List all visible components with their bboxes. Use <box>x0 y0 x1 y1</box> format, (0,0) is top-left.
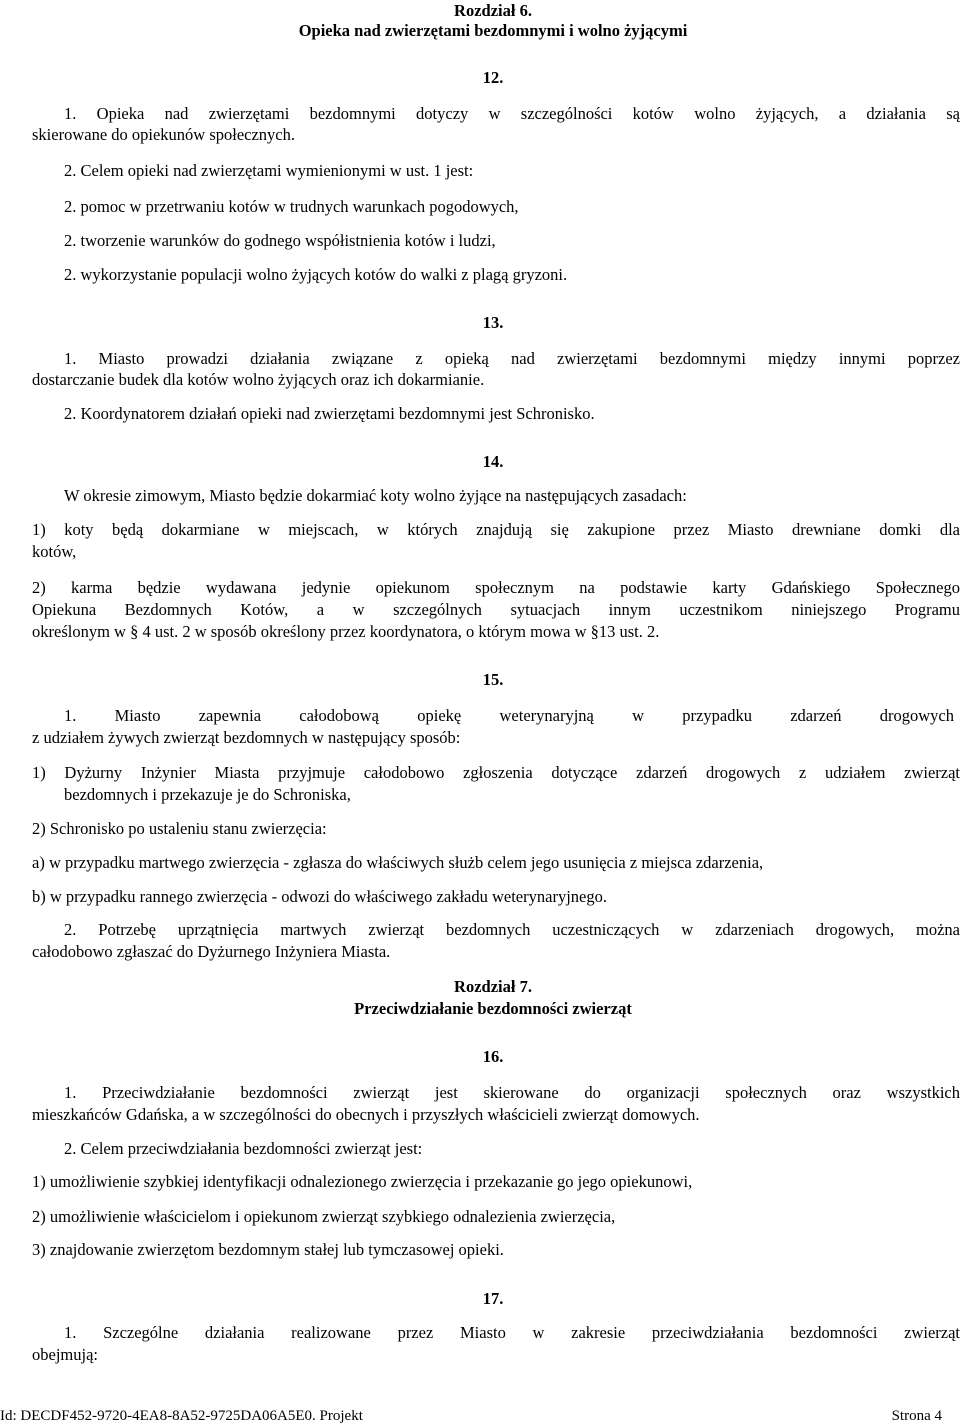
document-id: Id: DECDF452-9720-4EA8-8A52-9725DA06A5E0. Projekt <box>0 1408 363 1424</box>
paragraph: 2. Celem przeciwdziałania bezdomności zwierząt jest: <box>64 1139 423 1158</box>
list-item: 1) umożliwienie szybkiej identyfikacji odnalezionego zwierzęcia i przekazanie go jego opiekunowi, <box>32 1172 693 1191</box>
list-item: 2) Schronisko po ustaleniu stanu zwierzęcia: <box>32 819 327 838</box>
list-item: 2) umożliwienie właścicielom i opiekunom zwierząt szybkiego odnalezienia zwierzęcia, <box>32 1207 616 1226</box>
list-item: a) w przypadku martwego zwierzęcia - zgłasza do właściwych służb celem jego usunięcia z miejsca zdarzenia, <box>32 853 764 872</box>
list-item: 2. pomoc w przetrwaniu kotów w trudnych warunkach pogodowych, <box>64 197 519 216</box>
list-item: 3) znajdowanie zwierzętom bezdomnym stałej lub tymczasowej opieki. <box>32 1240 504 1259</box>
section-number: 17. <box>482 1289 504 1308</box>
list-item-line: 1) Dyżurny Inżynier Miasta przyjmuje całodobowo zgłoszenia dotyczące zdarzeń drogowych z udziałem zwierząt <box>32 763 960 782</box>
paragraph-line: 2. Potrzebę uprzątnięcia martwych zwierząt bezdomnych uczestniczących w zdarzeniach drogowych, można <box>64 920 960 939</box>
chapter-heading: Rozdział 7. <box>454 977 532 996</box>
chapter-heading: Rozdział 6. <box>454 1 532 20</box>
paragraph-line: dostarczanie budek dla kotów wolno żyjących oraz ich dokarmianie. <box>32 370 485 389</box>
paragraph-line: 1. Szczególne działania realizowane przez Miasto w zakresie przeciwdziałania bezdomności zwierząt <box>64 1323 960 1342</box>
section-number: 16. <box>482 1047 504 1066</box>
paragraph-line: 1. Przeciwdziałanie bezdomności zwierząt jest skierowane do organizacji społecznych oraz wszystkich <box>64 1083 960 1102</box>
list-item-line: 2) karma będzie wydawana jedynie opiekunom społecznym na podstawie karty Gdańskiego Społecznego <box>32 578 960 597</box>
list-item-line: Opiekuna Bezdomnych Kotów, a w szczególnych sytuacjach innym uczestnikom niniejszego Programu <box>32 600 960 619</box>
paragraph: W okresie zimowym, Miasto będzie dokarmiać koty wolno żyjące na następujących zasadach: <box>64 486 687 505</box>
list-item: b) w przypadku rannego zwierzęcia - odwozi do właściwego zakładu weterynaryjnego. <box>32 887 607 906</box>
chapter-title: Przeciwdziałanie bezdomności zwierząt <box>354 999 632 1018</box>
paragraph-line: z udziałem żywych zwierząt bezdomnych w następujący sposób: <box>32 728 461 747</box>
paragraph-line: 1. Opieka nad zwierzętami bezdomnymi dotyczy w szczególności kotów wolno żyjących, a działania są <box>64 104 960 123</box>
section-number: 14. <box>482 452 504 471</box>
paragraph: 2. Celem opieki nad zwierzętami wymienionymi w ust. 1 jest: <box>64 161 474 180</box>
list-item-line: określonym w § 4 ust. 2 w sposób określony przez koordynatora, o którym mowa w §13 ust. 2. <box>32 622 660 641</box>
chapter-title: Opieka nad zwierzętami bezdomnymi i wolno żyjącymi <box>298 21 688 40</box>
list-item: 2. tworzenie warunków do godnego współistnienia kotów i ludzi, <box>64 231 496 250</box>
page-number: Strona 4 <box>891 1408 942 1424</box>
paragraph-line: mieszkańców Gdańska, a w szczególności do obecnych i przyszłych właścicieli zwierząt domowych. <box>32 1105 700 1124</box>
list-item-line: kotów, <box>32 542 77 561</box>
paragraph-line: 1. Miasto zapewnia całodobową opiekę weterynaryjną w przypadku zdarzeń drogowych <box>64 706 954 725</box>
paragraph-line: obejmują: <box>32 1345 98 1364</box>
section-number: 12. <box>482 68 504 87</box>
section-number: 13. <box>482 313 504 332</box>
paragraph-line: skierowane do opiekunów społecznych. <box>32 125 296 144</box>
list-item: 2. wykorzystanie populacji wolno żyjących kotów do walki z plagą gryzoni. <box>64 265 568 284</box>
list-item-line: 1) koty będą dokarmiane w miejscach, w których znajdują się zakupione przez Miasto drewniane domki dla <box>32 520 960 539</box>
paragraph-line: całodobowo zgłaszać do Dyżurnego Inżyniera Miasta. <box>32 942 391 961</box>
list-item-line: bezdomnych i przekazuje je do Schroniska, <box>64 785 351 804</box>
paragraph-line: 1. Miasto prowadzi działania związane z opieką nad zwierzętami bezdomnymi między innymi poprzez <box>64 349 960 368</box>
paragraph: 2. Koordynatorem działań opieki nad zwierzętami bezdomnymi jest Schronisko. <box>64 404 595 423</box>
section-number: 15. <box>482 670 504 689</box>
